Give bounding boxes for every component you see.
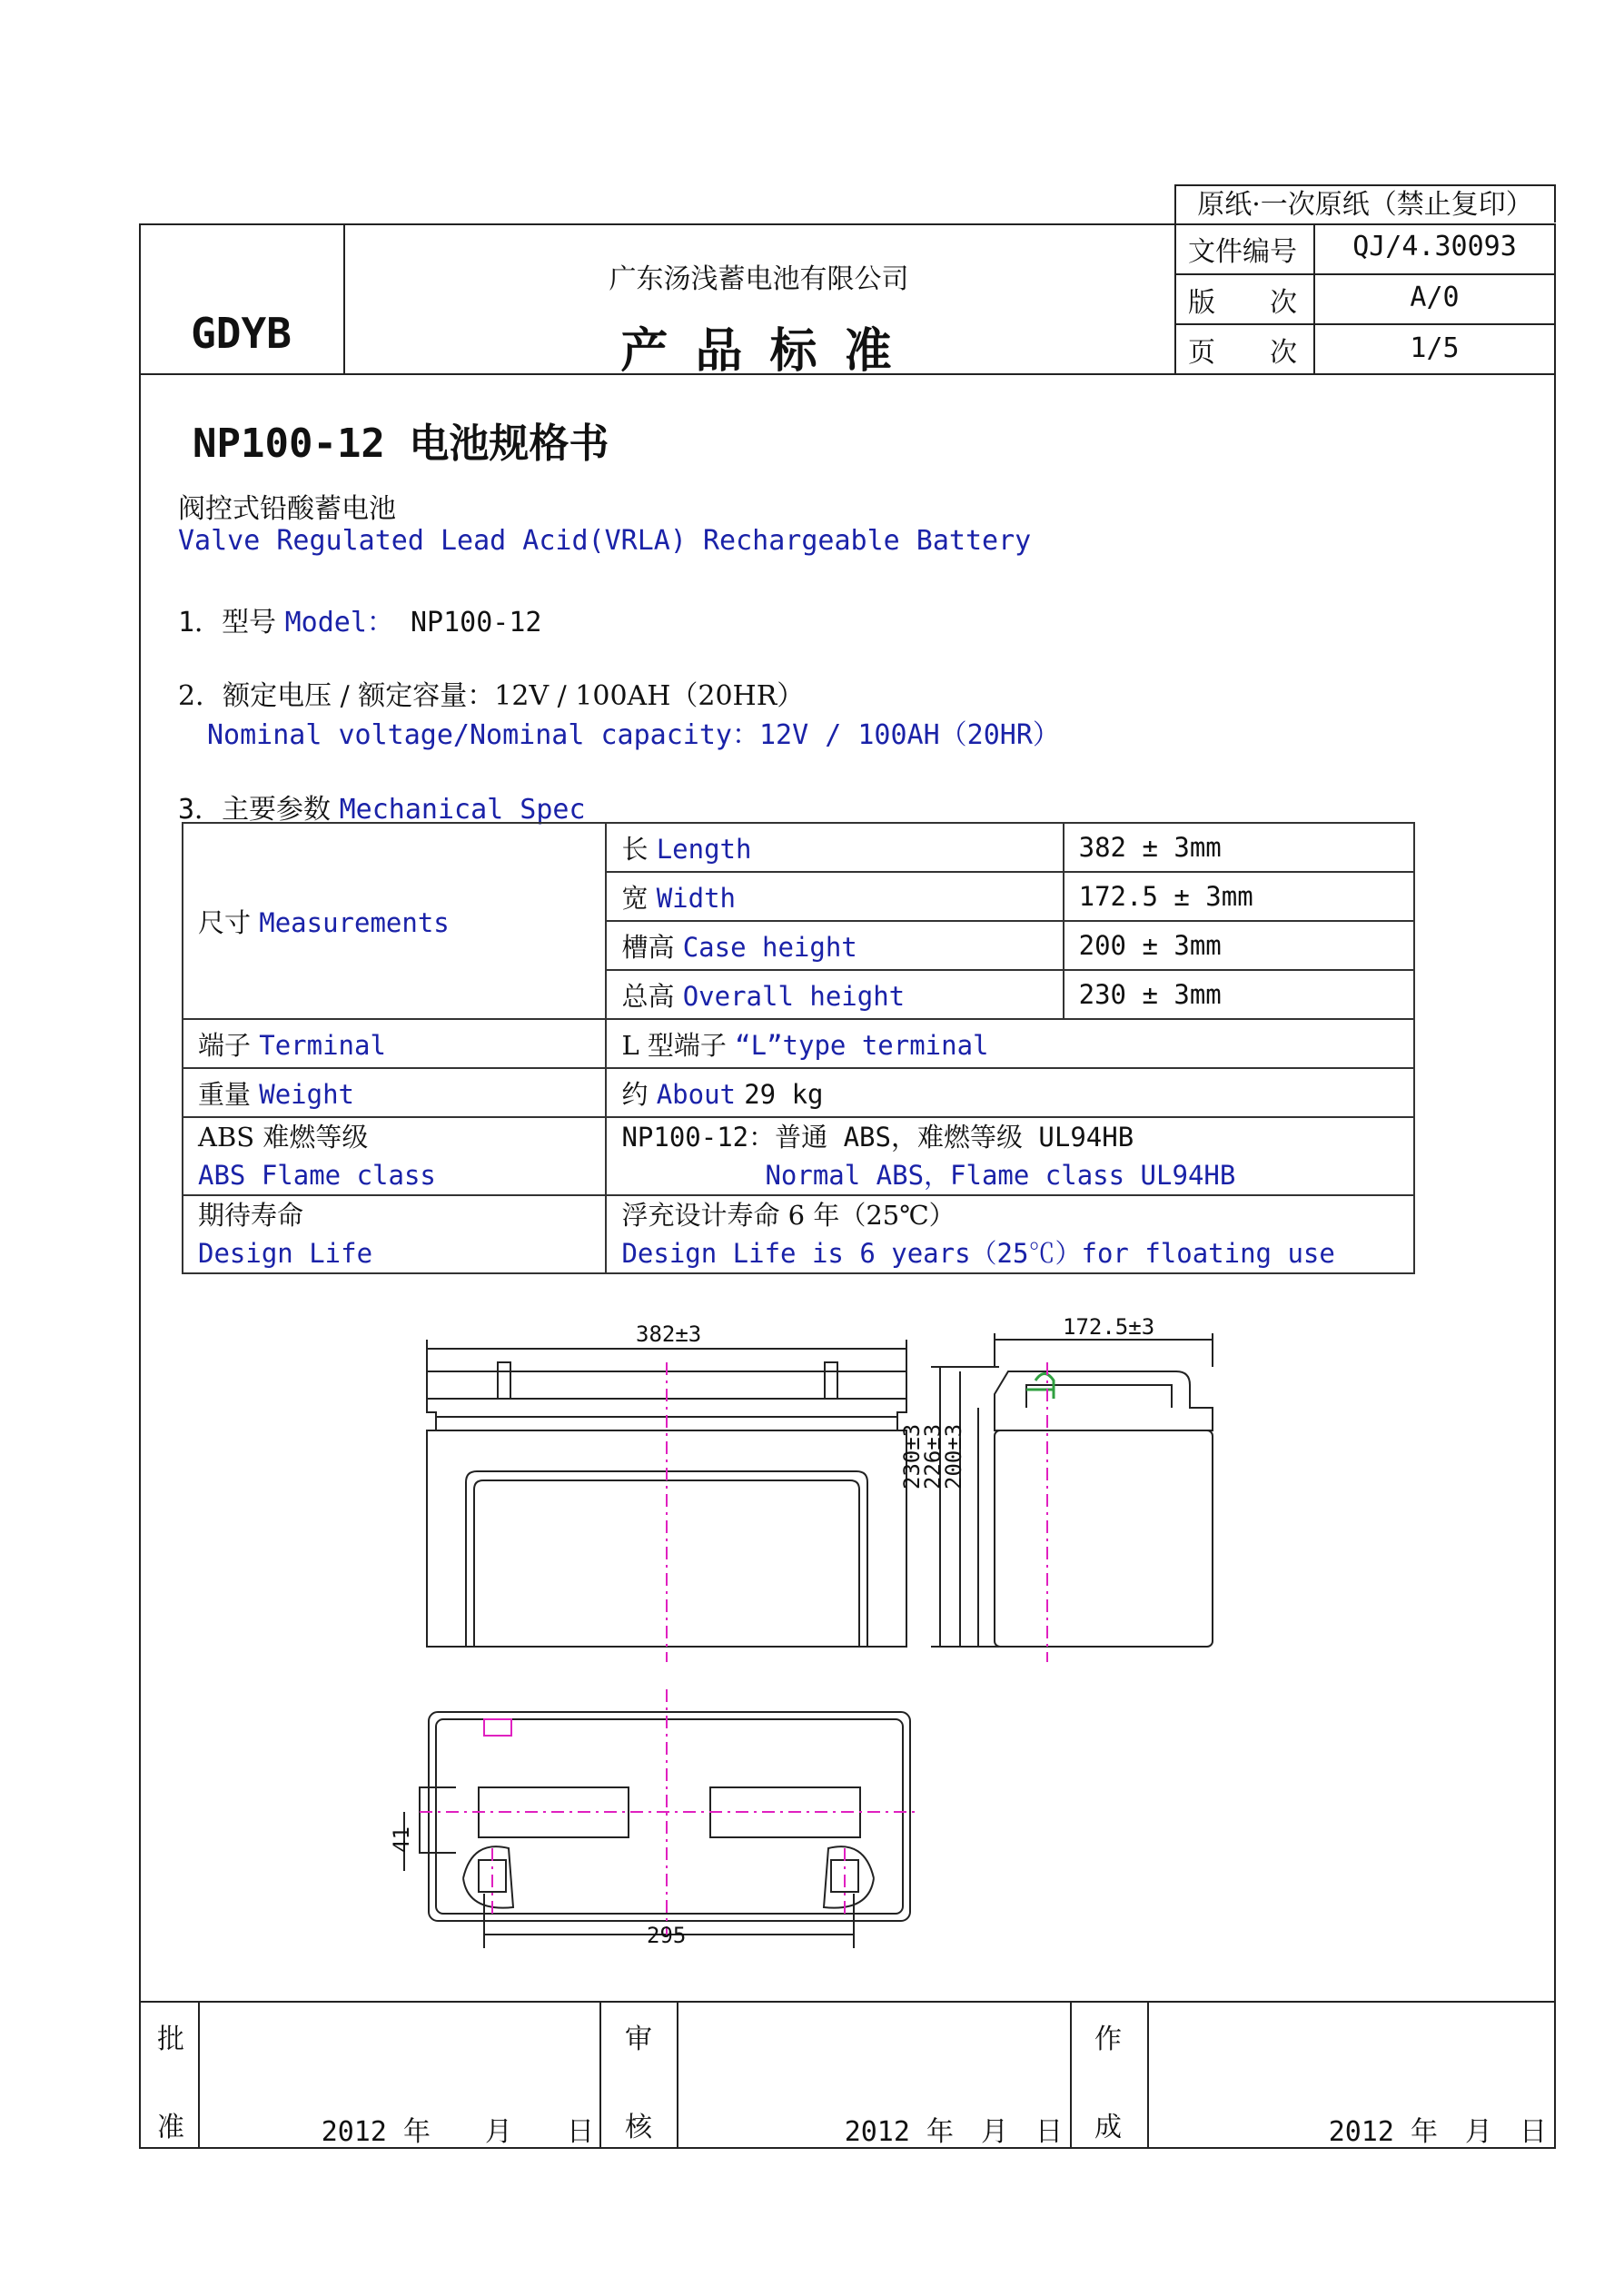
field-value-doc-no: QJ/4.30093 — [1352, 231, 1517, 262]
dim-value: 382 ± 3mm — [1064, 823, 1414, 872]
footer-author-top: 作 — [1094, 2024, 1122, 2055]
terminal-value-en: “L”type terminal — [735, 1029, 989, 1061]
top-outline — [429, 1712, 910, 1921]
section-voltage-cn: 2．额定电压 / 额定容量：12V / 100AH（20HR） — [178, 680, 805, 712]
label-side-width: 172.5±3 — [1063, 1314, 1155, 1340]
model-value: NP100-12 — [393, 607, 542, 638]
abs-en: ABS Flame class — [198, 1160, 436, 1191]
terminal-value-cn: L 型端子 — [621, 1029, 727, 1061]
footer-review-date: 2012 年 月 日 — [844, 2116, 1063, 2148]
top-view — [404, 1712, 910, 1948]
side-view — [995, 1333, 1213, 1647]
section-num: 3． — [178, 794, 223, 826]
dim-value: 172.5 ± 3mm — [1064, 872, 1414, 921]
life-cn: 期待寿命 — [198, 1200, 304, 1231]
dim-cn: 长 — [621, 833, 649, 865]
section-en: Model： — [284, 607, 394, 638]
footer-review-top: 审 — [625, 2024, 652, 2055]
label-295: 295 — [647, 1923, 687, 1948]
abs-value-en: Normal ABS，Flame class UL94HB — [765, 1160, 1236, 1191]
subtitle-cn: 阀控式铅酸蓄电池 — [178, 493, 396, 525]
footer-author-date: 2012 年 月 日 — [1328, 2116, 1547, 2148]
field-value-page: 1/5 — [1410, 332, 1460, 364]
life-en: Design Life — [198, 1238, 373, 1269]
section-cn: 主要参数 — [222, 794, 332, 826]
marker-box — [484, 1719, 511, 1736]
measurements-en: Measurements — [259, 906, 450, 938]
label-41: 41 — [389, 1826, 414, 1853]
weight-en: Weight — [259, 1078, 354, 1110]
footer-col — [1070, 2001, 1072, 2149]
field-label-page: 页 次 — [1188, 337, 1297, 369]
top-tab — [420, 1787, 456, 1853]
section-en: Mechanical Spec — [339, 794, 586, 826]
field-label-version: 版 次 — [1188, 287, 1297, 319]
terminal-en: Terminal — [259, 1029, 386, 1061]
footer-approve-date: 2012 年 月 日 — [321, 2116, 594, 2148]
note-box: 原纸·一次原纸（禁止复印） — [1174, 184, 1556, 223]
dim-value: 230 ± 3mm — [1064, 970, 1414, 1019]
footer-author-bottom: 成 — [1094, 2112, 1122, 2143]
section-voltage-en: Nominal voltage/Nominal capacity：12V / 100AH（20HR） — [207, 719, 1060, 751]
terminal-side-green — [1026, 1374, 1054, 1400]
dim-en: Length — [656, 833, 752, 865]
weight-value-en: About — [656, 1078, 736, 1110]
label-h-case: 200±3 — [941, 1423, 966, 1489]
dim-en: Overall height — [682, 980, 906, 1012]
side-body — [995, 1430, 1213, 1647]
footer-review-bottom: 核 — [625, 2112, 652, 2143]
terminal-front-left — [498, 1362, 510, 1399]
terminal-front-right — [825, 1362, 837, 1399]
label-h-mid: 226±3 — [920, 1423, 946, 1489]
weight-value-cn: 约 — [621, 1078, 649, 1110]
dim-cn: 槽高 — [621, 931, 675, 963]
life-value-cn: 浮充设计寿命 6 年（25℃） — [621, 1200, 956, 1231]
doc-type: 产 品 标 准 — [620, 323, 897, 379]
top-cell-right — [710, 1787, 860, 1837]
life-value-en: Design Life is 6 years（25℃）for floating use — [621, 1238, 1335, 1269]
dim-cn: 宽 — [621, 882, 649, 914]
section-num: 1． — [178, 607, 223, 638]
label-h-overall: 230±3 — [899, 1423, 925, 1489]
footer-approve-bottom: 准 — [157, 2112, 184, 2143]
weight-cn: 重量 — [198, 1078, 252, 1110]
weight-number: 29 kg — [744, 1078, 824, 1110]
terminal-cn: 端子 — [198, 1029, 252, 1061]
footer-approve-top: 批 — [157, 2024, 184, 2055]
field-value-version: A/0 — [1410, 282, 1460, 313]
dim-cn: 总高 — [621, 980, 675, 1012]
abs-value-cn: NP100-12：普通 ABS，难燃等级 UL94HB — [621, 1122, 1134, 1153]
company-name: 广东汤浅蓄电池有限公司 — [609, 263, 909, 295]
field-label-doc-no: 文件编号 — [1188, 236, 1297, 268]
section-cn: 型号 — [222, 607, 277, 638]
doc-title: NP100-12 电池规格书 — [193, 421, 609, 467]
footer-divider — [139, 2001, 1556, 2003]
dim-en: Case height — [682, 931, 857, 963]
measurements-cn: 尺寸 — [198, 906, 252, 938]
dim-value: 200 ± 3mm — [1064, 921, 1414, 970]
dim-en: Width — [656, 882, 736, 914]
footer-col — [599, 2001, 601, 2149]
logo: GDYB — [191, 309, 292, 358]
subtitle-en: Valve Regulated Lead Acid(VRLA) Rechargeable Battery — [178, 525, 1032, 557]
abs-cn: ABS 难燃等级 — [198, 1122, 369, 1153]
label-front-width: 382±3 — [636, 1321, 702, 1347]
